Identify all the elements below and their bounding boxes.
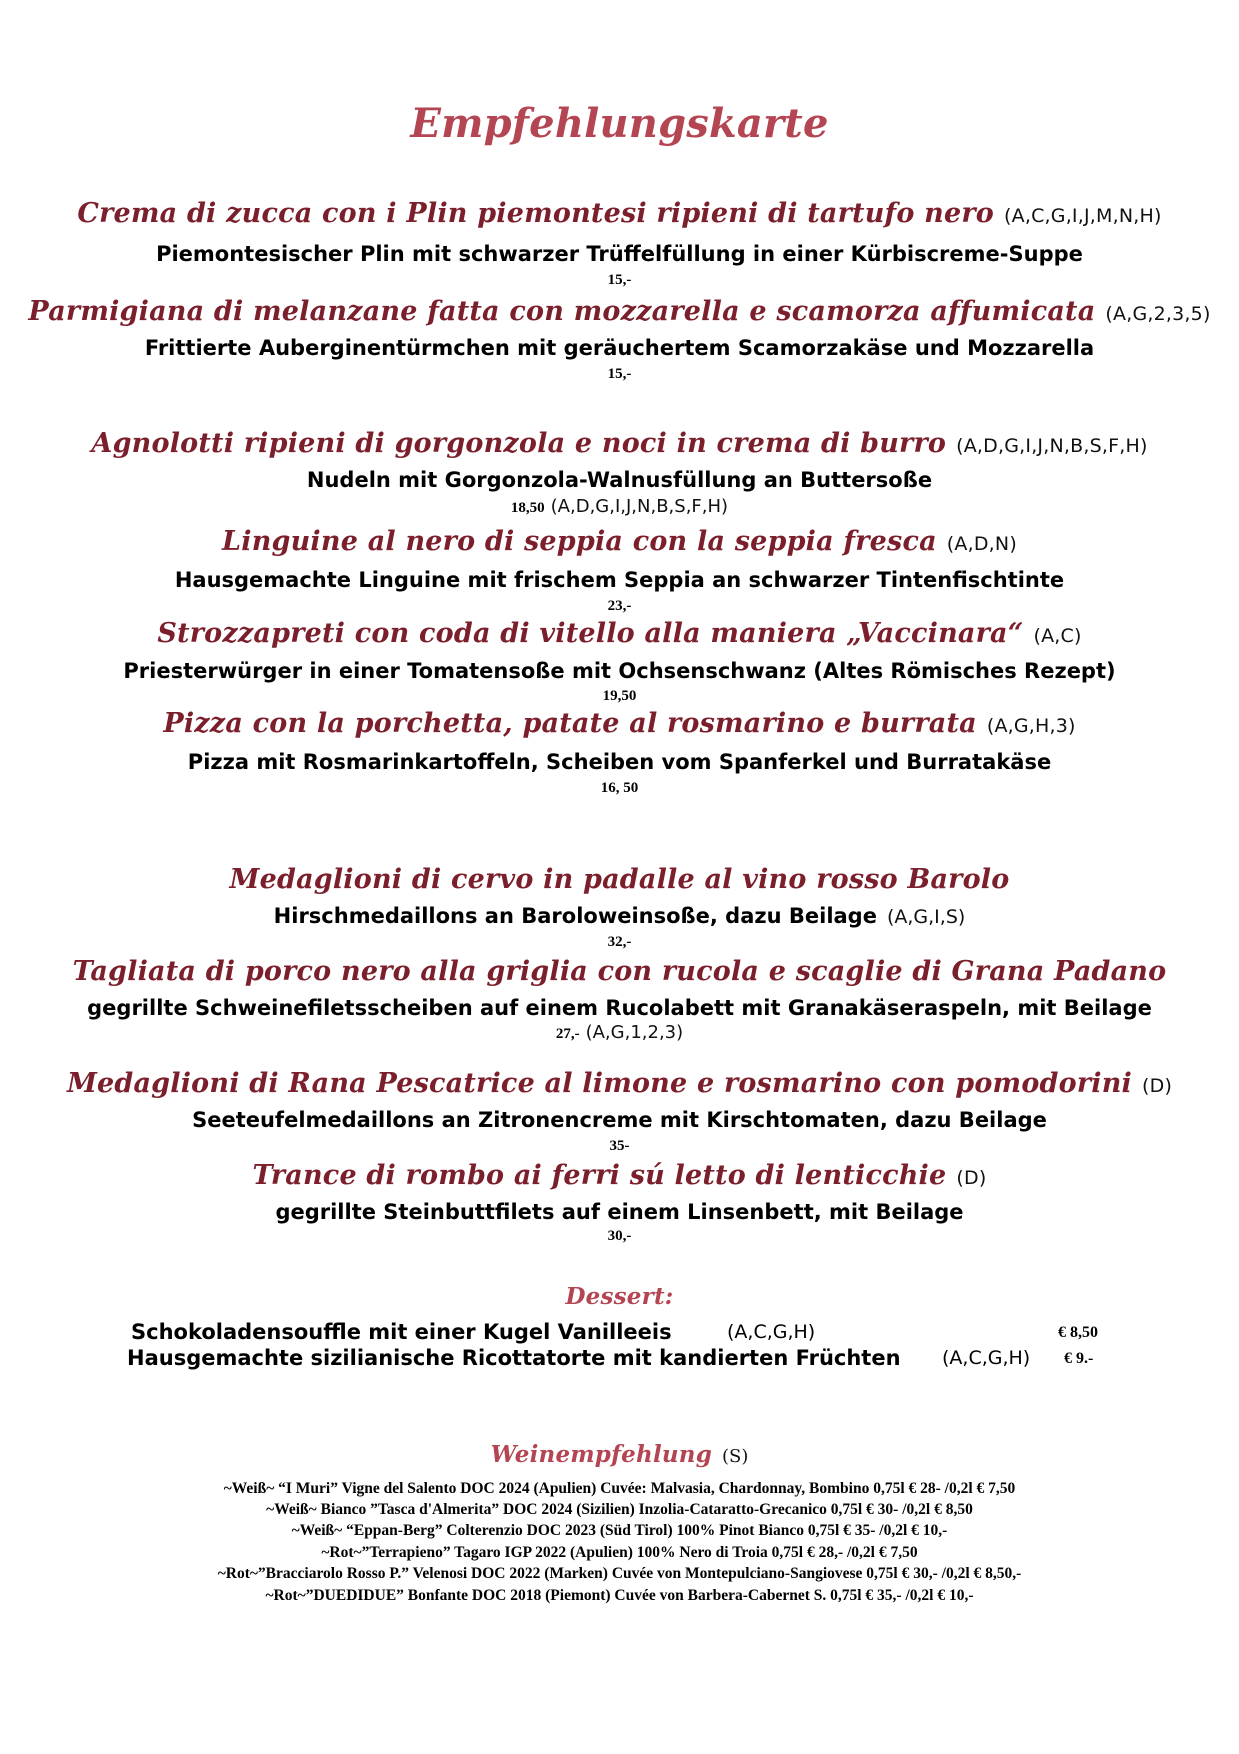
dish-price: 30,- bbox=[607, 1228, 632, 1244]
dish-allergens: (A,D,G,I,J,N,B,S,F,H) bbox=[956, 435, 1148, 457]
dish-description: Pizza mit Rosmarinkartoffeln, Scheiben vom Spanferkel und Burratakäse bbox=[187, 750, 1052, 774]
dish-name: Pizza con la porchetta, patate al rosmarino e burrata bbox=[163, 708, 977, 739]
dish-price: 19,50 bbox=[602, 688, 637, 704]
dish-allergens: (A,C) bbox=[1033, 625, 1082, 647]
dish-price: 18,50 bbox=[510, 500, 545, 516]
dish-name-row bbox=[0, 708, 1239, 739]
wine-line: ~Weiß~ Bianco ”Tasca d'Almerita” DOC 2024 (Sizilien) Inzolia-Cataratto-Grecanico 0,75l € 30- /0,2l € 8,50 bbox=[266, 1501, 973, 1518]
dish-price-allergens: (A,G,1,2,3) bbox=[585, 1022, 684, 1043]
dessert-heading: Dessert: bbox=[565, 1283, 674, 1310]
dish-price: 16, 50 bbox=[600, 780, 639, 796]
wine-line: ~Weiß~ “I Muri” Vigne del Salento DOC 2024 (Apulien) Cuvée: Malvasia, Chardonnay, Bombino 0,75l € 28- /0,2l € 7,50 bbox=[223, 1480, 1016, 1497]
dish-description: Hausgemachte Linguine mit frischem Seppia an schwarzer Tintenfischtinte bbox=[174, 568, 1065, 592]
dish-name-row bbox=[0, 526, 1239, 557]
dish-description-row bbox=[0, 904, 1239, 928]
dish-name: Medaglioni di cervo in padalle al vino rosso Barolo bbox=[229, 864, 1010, 895]
dish-name: Strozzapreti con coda di vitello alla maniera „Vaccinara“ bbox=[157, 618, 1024, 649]
dessert-allergens: (A,C,G,H) bbox=[727, 1321, 816, 1343]
page-title: Empfehlungskarte bbox=[410, 100, 829, 147]
dish-price-allergens: (A,D,G,I,J,N,B,S,F,H) bbox=[550, 496, 729, 517]
dish-price: 27,- bbox=[555, 1026, 580, 1042]
dish-name: Medaglioni di Rana Pescatrice al limone e rosmarino con pomodorini bbox=[66, 1068, 1132, 1099]
dish-name: Tagliata di porco nero alla griglia con rucola e scaglie di Grana Padano bbox=[72, 956, 1167, 987]
wine-line: ~Weiß~ “Eppan-Berg” Colterenzio DOC 2023 (Süd Tirol) 100% Pinot Bianco 0,75l € 35- /0,2l € 10,- bbox=[291, 1522, 948, 1539]
dish-price: 23,- bbox=[607, 598, 632, 614]
dish-name: Trance di rombo ai ferri sú letto di lenticchie bbox=[252, 1160, 947, 1191]
dish-price: 35- bbox=[609, 1138, 630, 1154]
dish-name-row bbox=[0, 296, 1239, 327]
dish-allergens: (A,C,G,I,J,M,N,H) bbox=[1004, 205, 1162, 227]
dish-price: 32,- bbox=[607, 934, 632, 950]
dish-allergens: (A,G,2,3,5) bbox=[1105, 303, 1211, 325]
dish-name-row bbox=[0, 1160, 1239, 1191]
dish-price: 15,- bbox=[607, 366, 632, 382]
dish-name-row bbox=[0, 198, 1239, 229]
dish-description: Frittierte Auberginentürmchen mit geräuchertem Scamorzakäse und Mozzarella bbox=[144, 336, 1095, 360]
dessert-item bbox=[0, 1346, 1239, 1376]
dish-allergens: (A,G,H,3) bbox=[986, 715, 1076, 737]
wine-heading: Weinempfehlung bbox=[490, 1441, 713, 1468]
dessert-price: € 9.- bbox=[1064, 1350, 1094, 1367]
wine-line: ~Rot~”Bracciarolo Rosso P.” Velenosi DOC 2022 (Marken) Cuvée von Montepulciano-Sangiovese 0,75l € 30,- /0,2l € 8,50,- bbox=[217, 1565, 1022, 1582]
dish-price-row bbox=[0, 1022, 1239, 1043]
dish-name: Crema di zucca con i Plin piemontesi ripieni di tartufo nero bbox=[77, 198, 995, 229]
dish-description: Piemontesischer Plin mit schwarzer Trüffelfüllung in einer Kürbiscreme-Suppe bbox=[156, 242, 1083, 266]
dish-allergens: (A,G,I,S) bbox=[886, 906, 966, 928]
dish-name: Linguine al nero di seppia con la seppia fresca bbox=[222, 526, 937, 557]
dish-description: Nudeln mit Gorgonzola-Walnusfüllung an Buttersoße bbox=[306, 468, 933, 492]
dish-description: Priesterwürger in einer Tomatensoße mit Ochsenschwanz (Altes Römisches Rezept) bbox=[123, 659, 1116, 683]
dish-name-row bbox=[0, 618, 1239, 649]
dessert-name: Hausgemachte sizilianische Ricottatorte mit kandierten Früchten bbox=[127, 1346, 901, 1370]
dish-description: gegrillte Steinbuttfilets auf einem Linsenbett, mit Beilage bbox=[275, 1200, 964, 1224]
wine-allergens: (S) bbox=[722, 1446, 749, 1467]
dish-allergens: (A,D,N) bbox=[946, 533, 1017, 555]
dish-description: Seeteufelmedaillons an Zitronencreme mit Kirschtomaten, dazu Beilage bbox=[192, 1108, 1047, 1132]
dish-description: Hirschmedaillons an Baroloweinsoße, dazu Beilage bbox=[273, 904, 877, 928]
dish-name: Agnolotti ripieni di gorgonzola e noci in crema di burro bbox=[91, 428, 947, 459]
dish-name-row bbox=[0, 428, 1239, 459]
dish-price: 15,- bbox=[607, 272, 632, 288]
wine-heading-row bbox=[0, 1441, 1239, 1468]
dish-name-row bbox=[0, 1068, 1239, 1099]
dish-description: gegrillte Schweinefiletsscheiben auf einem Rucolabett mit Granakäseraspeln, mit Beilage bbox=[87, 996, 1152, 1020]
dessert-allergens: (A,C,G,H) bbox=[942, 1347, 1031, 1369]
dish-allergens: (D) bbox=[956, 1167, 987, 1189]
dish-allergens: (D) bbox=[1142, 1075, 1173, 1097]
dessert-name: Schokoladensouffle mit einer Kugel Vanilleeis bbox=[131, 1320, 672, 1344]
wine-line: ~Rot~”DUEDIDUE” Bonfante DOC 2018 (Piemont) Cuvée von Barbera-Cabernet S. 0,75l € 35,- /0,2l € 10,- bbox=[265, 1587, 974, 1604]
dessert-price: € 8,50 bbox=[1058, 1324, 1098, 1341]
dish-name: Parmigiana di melanzane fatta con mozzarella e scamorza affumicata bbox=[28, 296, 1096, 327]
wine-line: ~Rot~”Terrapieno” Tagaro IGP 2022 (Apulien) 100% Nero di Troia 0,75l € 28,- /0,2l € 7,50 bbox=[321, 1544, 918, 1561]
dish-price-row bbox=[0, 496, 1239, 517]
